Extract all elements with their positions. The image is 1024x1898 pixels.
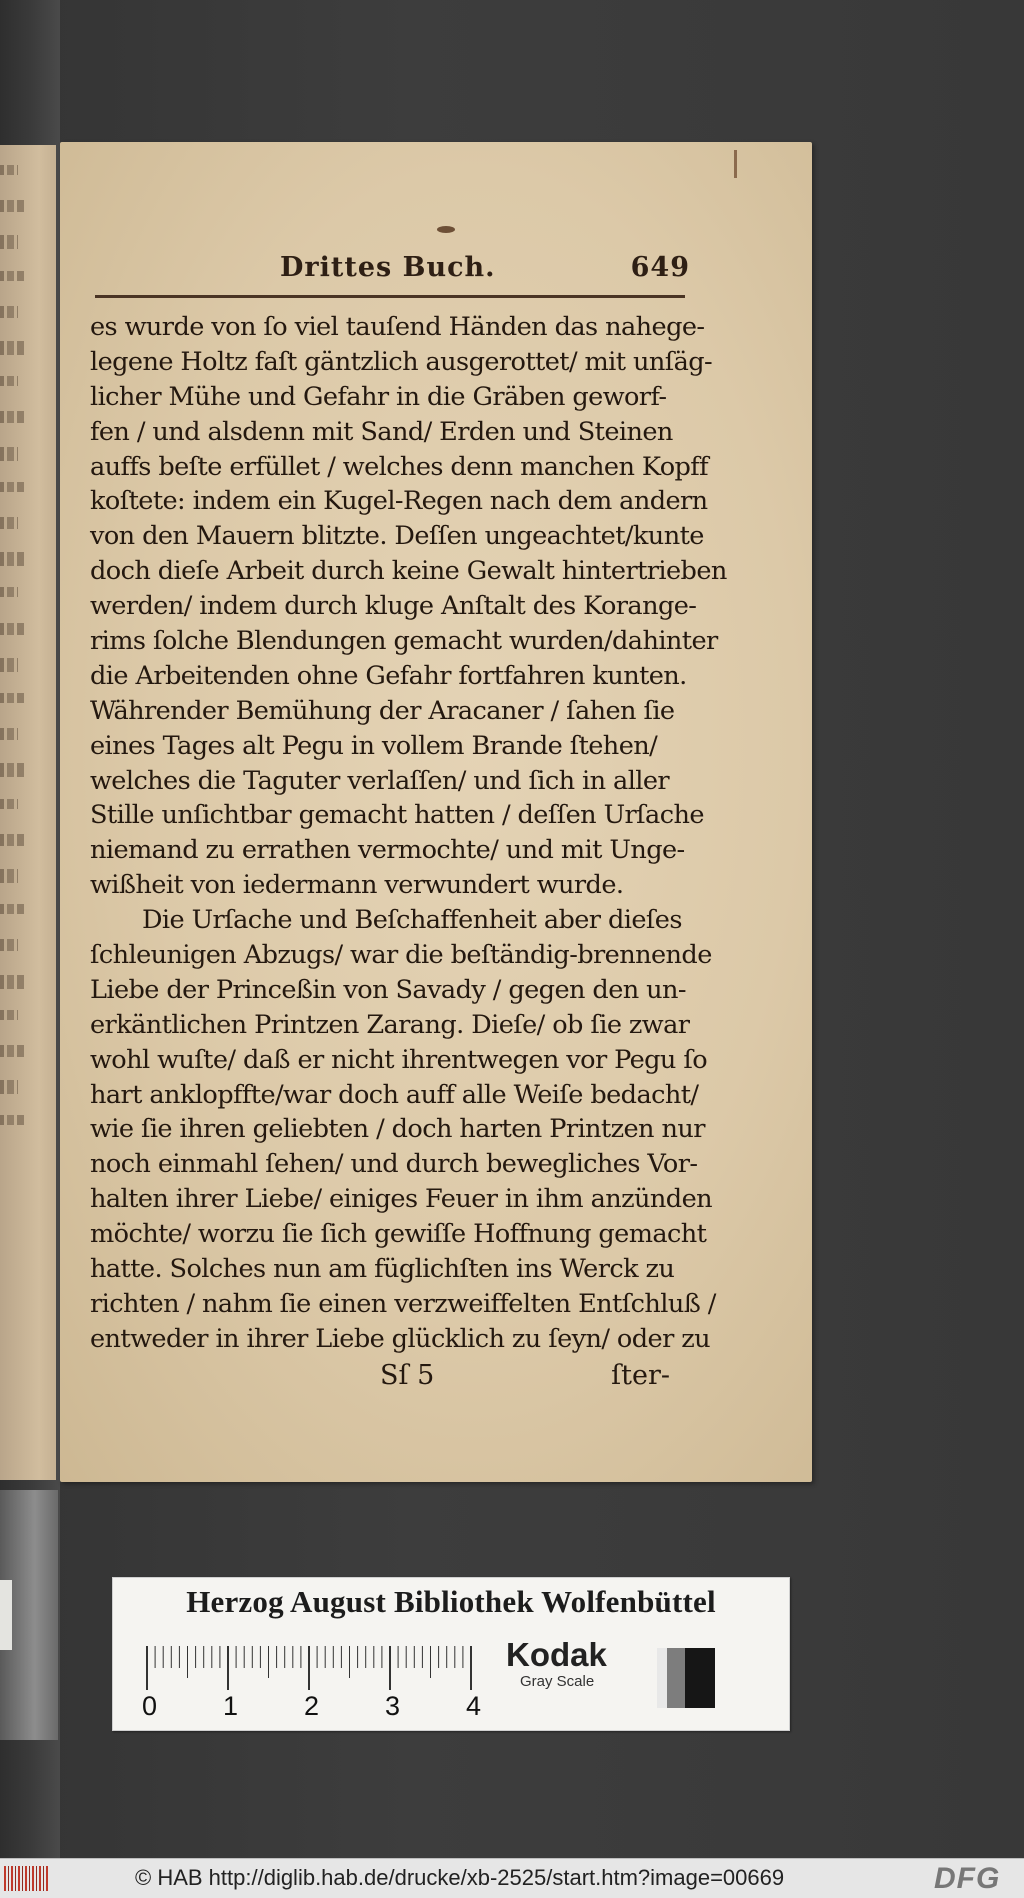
text-line: möchte/ worzu ſie ſich gewiſſe Hoffnung gemacht: [90, 1219, 707, 1250]
text-line: niemand zu errathen vermochte/ und mit Unge-: [90, 835, 685, 866]
text-line: wißheit von iedermann verwundert wurde.: [90, 870, 624, 901]
adjacent-page-ink-trace: [0, 306, 18, 318]
gray-scale-label: Gray Scale: [520, 1673, 595, 1690]
text-line: noch einmahl ſehen/ und durch bewegliches Vor-: [90, 1149, 698, 1180]
text-line: doch dieſe Arbeit durch keine Gewalt hintertrieben: [90, 556, 727, 587]
page-stain-mark: [734, 150, 737, 178]
footer-bar: [0, 1858, 1024, 1898]
adjacent-page-ink-trace: [0, 200, 25, 212]
adjacent-page-ink-trace: [0, 411, 25, 423]
head-rule: [95, 295, 685, 298]
gray-swatch-white: [657, 1648, 667, 1708]
adjacent-page-ink-trace: [0, 447, 18, 461]
adjacent-page-ink-trace: [0, 376, 18, 386]
scale-number: 4: [466, 1691, 482, 1721]
text-line: fen / und alsdenn mit Sand/ Erden und Steinen: [90, 416, 673, 447]
text-line: Währender Bemühung der Aracaner / ſahen ſie: [90, 695, 675, 726]
adjacent-page-ink-trace: [0, 341, 25, 355]
adjacent-page-ink-trace: [0, 271, 25, 281]
adjacent-page-edge: [0, 145, 56, 1480]
text-line: eines Tages alt Pegu in vollem Brande ſtehen/: [90, 730, 658, 761]
adjacent-page-ink-trace: [0, 482, 25, 492]
body-text: [90, 310, 727, 1357]
running-head: [280, 252, 690, 292]
scale-ruler: [141, 1638, 511, 1728]
scale-number: 0: [142, 1691, 158, 1721]
text-line: welches die Taguter verlaſſen/ und ſich in aller: [90, 765, 670, 796]
hab-barcode-logo: [4, 1866, 48, 1891]
book-cover-edge: [0, 1490, 58, 1740]
catchword: ſter-: [611, 1360, 670, 1391]
text-line: hatte. Solches nun am füglichſten ins Werck zu: [90, 1254, 675, 1285]
adjacent-page-ink-trace: [0, 658, 18, 672]
signature-mark: Sſ 5: [380, 1360, 435, 1391]
dfg-logo: DFG: [934, 1862, 1001, 1895]
adjacent-page-ink-trace: [0, 1115, 25, 1125]
copyright-url[interactable]: © HAB http://diglib.hab.de/drucke/xb-2525/start.htm?image=00669: [135, 1865, 785, 1890]
text-line: es wurde von ſo viel tauſend Händen das nahege-: [90, 312, 705, 342]
adjacent-page-ink-trace: [0, 869, 18, 883]
scale-number: 2: [304, 1691, 320, 1721]
text-line: koſtete: indem ein Kugel-Regen nach dem andern: [90, 486, 708, 517]
text-line: legene Holtz faſt gäntzlich ausgerottet/ mit unſäg-: [90, 346, 713, 377]
text-line: auffs beſte erfüllet / welches denn manchen Kopff: [90, 451, 709, 482]
page-foot: [90, 1360, 690, 1396]
cover-label-tab: [0, 1580, 12, 1650]
text-line: rims ſolche Blendungen gemacht wurden/dahinter: [90, 626, 718, 657]
adjacent-page-ink-trace: [0, 799, 18, 809]
adjacent-page-ink-trace: [0, 1010, 18, 1020]
scale-number: 1: [223, 1691, 239, 1721]
adjacent-page-ink-trace: [0, 587, 18, 597]
text-line: halten ihrer Liebe/ einiges Feuer in ihm anzünden: [90, 1184, 713, 1215]
text-line: hart anklopffte/war doch auff alle Weiſe bedacht/: [90, 1079, 699, 1110]
adjacent-page-ink-trace: [0, 165, 18, 175]
gray-swatch-black: [685, 1648, 715, 1708]
adjacent-page-ink-trace: [0, 834, 25, 846]
adjacent-page-ink-trace: [0, 235, 18, 249]
adjacent-page-ink-trace: [0, 623, 25, 635]
ruler-ticks: [141, 1638, 511, 1698]
adjacent-page-ink-trace: [0, 904, 25, 914]
adjacent-page-ink-trace: [0, 975, 25, 989]
adjacent-page-ink-trace: [0, 939, 18, 951]
text-line: wohl wuſte/ daß er nicht ihrentwegen vor Pegu ſo: [90, 1044, 708, 1075]
text-line: erkäntlichen Printzen Zarang. Dieſe/ ob ſie zwar: [90, 1009, 690, 1040]
text-line: von den Mauern blitzte. Deſſen ungeachtet/kunte: [90, 521, 704, 552]
adjacent-page-ink-trace: [0, 552, 25, 566]
text-line: Stille unſichtbar gemacht hatten / deſſen Urſache: [90, 800, 704, 831]
scale-number: 3: [385, 1691, 401, 1721]
running-head-title: Drittes Buch.: [280, 252, 496, 283]
adjacent-page-ink-trace: [0, 1045, 25, 1057]
adjacent-page-ink-trace: [0, 517, 18, 529]
text-line: wie ſie ihren geliebten / doch harten Printzen nur: [90, 1114, 705, 1145]
kodak-logo: Kodak: [506, 1636, 607, 1673]
text-line: Die Urſache und Beſchaffenheit aber dieſes: [142, 905, 682, 936]
text-line: licher Mühe und Gefahr in die Gräben geworf-: [90, 381, 667, 412]
adjacent-page-ink-trace: [0, 693, 25, 703]
adjacent-page-ink-trace: [0, 728, 18, 740]
adjacent-page-ink-trace: [0, 1080, 18, 1094]
color-reference-card: [112, 1577, 790, 1731]
text-line: die Arbeitenden ohne Gefahr fortfahren kunten.: [90, 660, 687, 691]
page-number: 649: [630, 252, 690, 283]
text-line: ſchleunigen Abzugs/ war die beſtändig-brennende: [90, 940, 712, 971]
text-line: entweder in ihrer Liebe glücklich zu ſeyn/ oder zu: [90, 1323, 711, 1354]
page-ornament-mark: [437, 226, 455, 233]
gray-swatch-mid: [667, 1648, 685, 1708]
text-line: werden/ indem durch kluge Anſtalt des Korange-: [90, 591, 697, 622]
text-line: richten / nahm ſie einen verzweiffelten Entſchluß /: [90, 1288, 716, 1319]
adjacent-page-ink-trace: [0, 763, 25, 777]
text-line: Liebe der Princeßin von Savady / gegen den un-: [90, 974, 686, 1005]
library-name: Herzog August Bibliothek Wolfenbüttel: [186, 1584, 716, 1619]
